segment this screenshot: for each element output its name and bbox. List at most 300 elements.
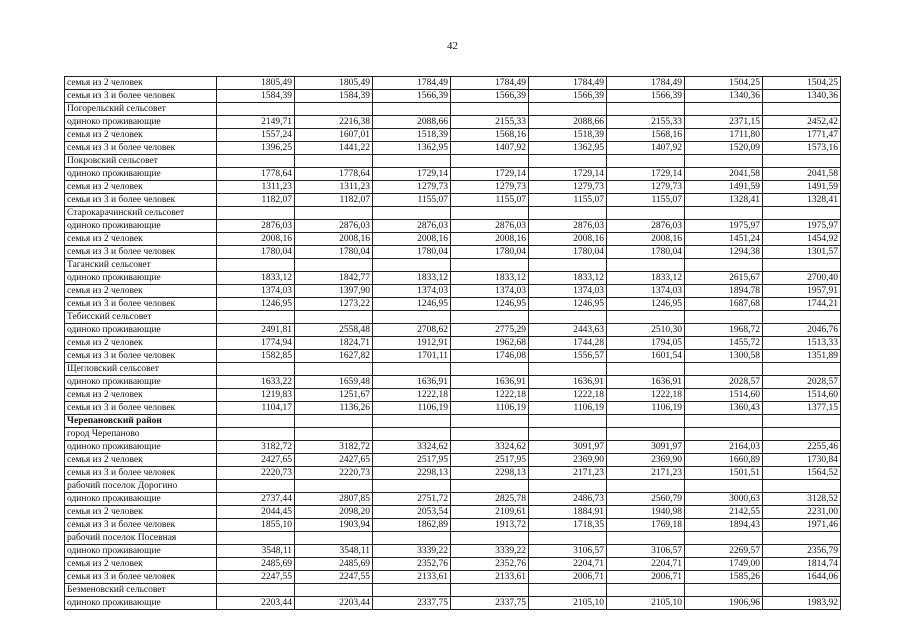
value-cell: 2171,23 bbox=[529, 467, 607, 480]
value-cell: 1566,39 bbox=[607, 90, 685, 103]
value-cell: 1246,95 bbox=[607, 298, 685, 311]
row-label: семья из 2 человек bbox=[65, 181, 217, 194]
empty-cell bbox=[217, 428, 295, 441]
value-cell: 1222,18 bbox=[451, 389, 529, 402]
value-cell: 2164,03 bbox=[685, 441, 763, 454]
value-cell: 2876,03 bbox=[529, 220, 607, 233]
table-row bbox=[65, 285, 841, 298]
row-label: одиноко проживающие bbox=[65, 116, 217, 129]
value-cell: 1780,04 bbox=[529, 246, 607, 259]
value-cell: 3339,22 bbox=[373, 545, 451, 558]
value-cell: 2220,73 bbox=[295, 467, 373, 480]
value-cell: 1106,19 bbox=[373, 402, 451, 415]
value-cell: 1251,67 bbox=[295, 389, 373, 402]
table-row bbox=[65, 519, 841, 532]
row-label: семья из 2 человек bbox=[65, 389, 217, 402]
table-row bbox=[65, 337, 841, 350]
value-cell: 1362,95 bbox=[373, 142, 451, 155]
value-cell: 2369,90 bbox=[607, 454, 685, 467]
value-cell: 2337,75 bbox=[451, 597, 529, 610]
value-cell: 1607,01 bbox=[295, 129, 373, 142]
value-cell: 2008,16 bbox=[451, 233, 529, 246]
empty-cell bbox=[529, 532, 607, 545]
value-cell: 2443,63 bbox=[529, 324, 607, 337]
row-label: семья из 3 и более человек bbox=[65, 90, 217, 103]
value-cell: 1744,28 bbox=[529, 337, 607, 350]
value-cell: 2203,44 bbox=[217, 597, 295, 610]
value-cell: 1246,95 bbox=[529, 298, 607, 311]
empty-cell bbox=[763, 480, 841, 493]
value-cell: 1842,77 bbox=[295, 272, 373, 285]
row-label: семья из 3 и более человек bbox=[65, 571, 217, 584]
value-cell: 1564,52 bbox=[763, 467, 841, 480]
empty-cell bbox=[451, 584, 529, 597]
empty-cell bbox=[529, 311, 607, 324]
value-cell: 2427,65 bbox=[295, 454, 373, 467]
value-cell: 2155,33 bbox=[451, 116, 529, 129]
empty-cell bbox=[217, 311, 295, 324]
section-header-row bbox=[65, 532, 841, 545]
value-cell: 2485,69 bbox=[217, 558, 295, 571]
value-cell: 2876,03 bbox=[217, 220, 295, 233]
value-cell: 1136,26 bbox=[295, 402, 373, 415]
table-body bbox=[65, 77, 841, 610]
value-cell: 2044,45 bbox=[217, 506, 295, 519]
value-cell: 1746,08 bbox=[451, 350, 529, 363]
value-cell: 1566,39 bbox=[373, 90, 451, 103]
section-title: Покровский сельсовет bbox=[65, 155, 217, 168]
empty-cell bbox=[607, 363, 685, 376]
value-cell: 1833,12 bbox=[529, 272, 607, 285]
empty-cell bbox=[451, 363, 529, 376]
value-cell: 1749,00 bbox=[685, 558, 763, 571]
section-title: Безменовский сельсовет bbox=[65, 584, 217, 597]
empty-cell bbox=[451, 155, 529, 168]
value-cell: 1711,80 bbox=[685, 129, 763, 142]
row-label: семья из 2 человек bbox=[65, 77, 217, 90]
table-row bbox=[65, 350, 841, 363]
empty-cell bbox=[763, 584, 841, 597]
value-cell: 1362,95 bbox=[529, 142, 607, 155]
value-cell: 3182,72 bbox=[217, 441, 295, 454]
value-cell: 1884,91 bbox=[529, 506, 607, 519]
table-row bbox=[65, 220, 841, 233]
empty-cell bbox=[607, 155, 685, 168]
value-cell: 1687,68 bbox=[685, 298, 763, 311]
empty-cell bbox=[373, 363, 451, 376]
table-row bbox=[65, 246, 841, 259]
value-cell: 1627,82 bbox=[295, 350, 373, 363]
value-cell: 1778,64 bbox=[217, 168, 295, 181]
value-cell: 2876,03 bbox=[607, 220, 685, 233]
table-row bbox=[65, 90, 841, 103]
value-cell: 1636,91 bbox=[451, 376, 529, 389]
value-cell: 1601,54 bbox=[607, 350, 685, 363]
value-cell: 1780,04 bbox=[217, 246, 295, 259]
empty-cell bbox=[685, 480, 763, 493]
value-cell: 1660,89 bbox=[685, 454, 763, 467]
region-header-row bbox=[65, 415, 841, 428]
empty-cell bbox=[295, 207, 373, 220]
table-row bbox=[65, 571, 841, 584]
empty-cell bbox=[451, 428, 529, 441]
value-cell: 1377,15 bbox=[763, 402, 841, 415]
value-cell: 1294,38 bbox=[685, 246, 763, 259]
value-cell: 2337,75 bbox=[373, 597, 451, 610]
empty-cell bbox=[295, 155, 373, 168]
value-cell: 1279,73 bbox=[529, 181, 607, 194]
table-row bbox=[65, 441, 841, 454]
empty-cell bbox=[685, 311, 763, 324]
value-cell: 2041,58 bbox=[685, 168, 763, 181]
section-title: Погорельский сельсовет bbox=[65, 103, 217, 116]
empty-cell bbox=[685, 259, 763, 272]
value-cell: 1940,98 bbox=[607, 506, 685, 519]
value-cell: 1557,24 bbox=[217, 129, 295, 142]
value-cell: 2737,44 bbox=[217, 493, 295, 506]
value-cell: 1568,16 bbox=[451, 129, 529, 142]
value-cell: 1659,48 bbox=[295, 376, 373, 389]
table-row bbox=[65, 389, 841, 402]
value-cell: 2517,95 bbox=[373, 454, 451, 467]
table-row bbox=[65, 454, 841, 467]
value-cell: 2876,03 bbox=[295, 220, 373, 233]
value-cell: 1222,18 bbox=[373, 389, 451, 402]
row-label: одиноко проживающие bbox=[65, 545, 217, 558]
value-cell: 1780,04 bbox=[373, 246, 451, 259]
value-cell: 1246,95 bbox=[217, 298, 295, 311]
value-cell: 1824,71 bbox=[295, 337, 373, 350]
empty-cell bbox=[373, 155, 451, 168]
value-cell: 2006,71 bbox=[529, 571, 607, 584]
value-cell: 2142,55 bbox=[685, 506, 763, 519]
table-row bbox=[65, 298, 841, 311]
value-cell: 1833,12 bbox=[217, 272, 295, 285]
value-cell: 3000,63 bbox=[685, 493, 763, 506]
value-cell: 1501,51 bbox=[685, 467, 763, 480]
section-title: рабочий поселок Посевная bbox=[65, 532, 217, 545]
empty-cell bbox=[451, 259, 529, 272]
value-cell: 1833,12 bbox=[607, 272, 685, 285]
empty-cell bbox=[685, 415, 763, 428]
empty-cell bbox=[763, 363, 841, 376]
value-cell: 2149,71 bbox=[217, 116, 295, 129]
value-cell: 1780,04 bbox=[295, 246, 373, 259]
value-cell: 1279,73 bbox=[373, 181, 451, 194]
empty-cell bbox=[373, 428, 451, 441]
value-cell: 1279,73 bbox=[607, 181, 685, 194]
value-cell: 1894,43 bbox=[685, 519, 763, 532]
value-cell: 1784,49 bbox=[451, 77, 529, 90]
value-cell: 1971,46 bbox=[763, 519, 841, 532]
table-row bbox=[65, 506, 841, 519]
empty-cell bbox=[763, 311, 841, 324]
value-cell: 1514,60 bbox=[763, 389, 841, 402]
value-cell: 2427,65 bbox=[217, 454, 295, 467]
empty-cell bbox=[217, 584, 295, 597]
value-cell: 1491,59 bbox=[763, 181, 841, 194]
value-cell: 2356,79 bbox=[763, 545, 841, 558]
value-cell: 2088,66 bbox=[529, 116, 607, 129]
value-cell: 1328,41 bbox=[763, 194, 841, 207]
value-cell: 1279,73 bbox=[451, 181, 529, 194]
section-title: Тебисский сельсовет bbox=[65, 311, 217, 324]
row-label: одиноко проживающие bbox=[65, 168, 217, 181]
table-row bbox=[65, 142, 841, 155]
value-cell: 2028,57 bbox=[763, 376, 841, 389]
value-cell: 1701,11 bbox=[373, 350, 451, 363]
row-label: одиноко проживающие bbox=[65, 324, 217, 337]
empty-cell bbox=[607, 311, 685, 324]
value-cell: 1513,33 bbox=[763, 337, 841, 350]
value-cell: 1454,92 bbox=[763, 233, 841, 246]
section-header-row bbox=[65, 363, 841, 376]
empty-cell bbox=[295, 428, 373, 441]
value-cell: 2876,03 bbox=[373, 220, 451, 233]
value-cell: 1566,39 bbox=[451, 90, 529, 103]
value-cell: 2046,76 bbox=[763, 324, 841, 337]
value-cell: 1729,14 bbox=[607, 168, 685, 181]
value-cell: 1862,89 bbox=[373, 519, 451, 532]
empty-cell bbox=[217, 415, 295, 428]
value-cell: 2298,13 bbox=[373, 467, 451, 480]
empty-cell bbox=[685, 155, 763, 168]
empty-cell bbox=[763, 532, 841, 545]
row-label: семья из 3 и более человек bbox=[65, 350, 217, 363]
value-cell: 1155,07 bbox=[451, 194, 529, 207]
value-cell: 2098,20 bbox=[295, 506, 373, 519]
value-cell: 2708,62 bbox=[373, 324, 451, 337]
value-cell: 2269,57 bbox=[685, 545, 763, 558]
section-title: Таганский сельсовет bbox=[65, 259, 217, 272]
empty-cell bbox=[451, 103, 529, 116]
value-cell: 2231,00 bbox=[763, 506, 841, 519]
value-cell: 2371,15 bbox=[685, 116, 763, 129]
value-cell: 1222,18 bbox=[529, 389, 607, 402]
value-cell: 1311,23 bbox=[217, 181, 295, 194]
value-cell: 1975,97 bbox=[685, 220, 763, 233]
empty-cell bbox=[607, 532, 685, 545]
value-cell: 1718,35 bbox=[529, 519, 607, 532]
empty-cell bbox=[529, 480, 607, 493]
value-cell: 1374,03 bbox=[217, 285, 295, 298]
value-cell: 1805,49 bbox=[217, 77, 295, 90]
empty-cell bbox=[217, 155, 295, 168]
section-header-row bbox=[65, 311, 841, 324]
section-header-row bbox=[65, 207, 841, 220]
value-cell: 1912,91 bbox=[373, 337, 451, 350]
section-header-row bbox=[65, 259, 841, 272]
value-cell: 1451,24 bbox=[685, 233, 763, 246]
value-cell: 2171,23 bbox=[607, 467, 685, 480]
value-cell: 2133,61 bbox=[451, 571, 529, 584]
empty-cell bbox=[451, 207, 529, 220]
empty-cell bbox=[685, 584, 763, 597]
value-cell: 1106,19 bbox=[451, 402, 529, 415]
empty-cell bbox=[217, 532, 295, 545]
value-cell: 1729,14 bbox=[451, 168, 529, 181]
value-cell: 3106,57 bbox=[607, 545, 685, 558]
value-cell: 2558,48 bbox=[295, 324, 373, 337]
value-cell: 1778,64 bbox=[295, 168, 373, 181]
value-cell: 1491,59 bbox=[685, 181, 763, 194]
row-label: одиноко проживающие bbox=[65, 272, 217, 285]
value-cell: 1833,12 bbox=[451, 272, 529, 285]
row-label: семья из 2 человек bbox=[65, 233, 217, 246]
value-cell: 2452,42 bbox=[763, 116, 841, 129]
empty-cell bbox=[451, 311, 529, 324]
value-cell: 1584,39 bbox=[295, 90, 373, 103]
empty-cell bbox=[763, 207, 841, 220]
value-cell: 2220,73 bbox=[217, 467, 295, 480]
value-cell: 3091,97 bbox=[607, 441, 685, 454]
value-cell: 2700,40 bbox=[763, 272, 841, 285]
row-label: одиноко проживающие bbox=[65, 220, 217, 233]
empty-cell bbox=[295, 415, 373, 428]
empty-cell bbox=[529, 363, 607, 376]
value-cell: 2517,95 bbox=[451, 454, 529, 467]
value-cell: 2053,54 bbox=[373, 506, 451, 519]
row-label: семья из 3 и более человек bbox=[65, 246, 217, 259]
value-cell: 1514,60 bbox=[685, 389, 763, 402]
value-cell: 1833,12 bbox=[373, 272, 451, 285]
value-cell: 1106,19 bbox=[529, 402, 607, 415]
row-label: одиноко проживающие bbox=[65, 597, 217, 610]
value-cell: 1784,49 bbox=[607, 77, 685, 90]
row-label: семья из 3 и более человек bbox=[65, 194, 217, 207]
section-title: Старокарачинский сельсовет bbox=[65, 207, 217, 220]
table-row bbox=[65, 324, 841, 337]
value-cell: 1374,03 bbox=[373, 285, 451, 298]
empty-cell bbox=[373, 207, 451, 220]
value-cell: 1730,84 bbox=[763, 454, 841, 467]
section-header-row bbox=[65, 155, 841, 168]
table-row bbox=[65, 168, 841, 181]
row-label: семья из 2 человек bbox=[65, 558, 217, 571]
empty-cell bbox=[373, 311, 451, 324]
row-label: семья из 3 и более человек bbox=[65, 519, 217, 532]
value-cell: 1633,22 bbox=[217, 376, 295, 389]
empty-cell bbox=[529, 103, 607, 116]
empty-cell bbox=[529, 415, 607, 428]
value-cell: 2008,16 bbox=[607, 233, 685, 246]
value-cell: 1340,36 bbox=[685, 90, 763, 103]
value-cell: 2751,72 bbox=[373, 493, 451, 506]
section-header-row bbox=[65, 584, 841, 597]
value-cell: 1582,85 bbox=[217, 350, 295, 363]
value-cell: 1397,90 bbox=[295, 285, 373, 298]
value-cell: 1855,10 bbox=[217, 519, 295, 532]
value-cell: 2298,13 bbox=[451, 467, 529, 480]
value-cell: 1504,25 bbox=[763, 77, 841, 90]
value-cell: 1155,07 bbox=[373, 194, 451, 207]
value-cell: 1769,18 bbox=[607, 519, 685, 532]
value-cell: 1246,95 bbox=[373, 298, 451, 311]
value-cell: 1396,25 bbox=[217, 142, 295, 155]
value-cell: 3339,22 bbox=[451, 545, 529, 558]
value-cell: 1311,23 bbox=[295, 181, 373, 194]
value-cell: 1340,36 bbox=[763, 90, 841, 103]
empty-cell bbox=[373, 103, 451, 116]
table-row bbox=[65, 181, 841, 194]
value-cell: 1903,94 bbox=[295, 519, 373, 532]
value-cell: 1301,57 bbox=[763, 246, 841, 259]
value-cell: 1744,21 bbox=[763, 298, 841, 311]
table-row bbox=[65, 493, 841, 506]
row-label: семья из 2 человек bbox=[65, 285, 217, 298]
empty-cell bbox=[451, 532, 529, 545]
value-cell: 1784,49 bbox=[373, 77, 451, 90]
value-cell: 2204,71 bbox=[607, 558, 685, 571]
value-cell: 2247,55 bbox=[217, 571, 295, 584]
value-cell: 2491,81 bbox=[217, 324, 295, 337]
value-cell: 1780,04 bbox=[451, 246, 529, 259]
table-row bbox=[65, 467, 841, 480]
empty-cell bbox=[529, 207, 607, 220]
value-cell: 3548,11 bbox=[295, 545, 373, 558]
value-cell: 1780,04 bbox=[607, 246, 685, 259]
value-cell: 2028,57 bbox=[685, 376, 763, 389]
value-cell: 1975,97 bbox=[763, 220, 841, 233]
value-cell: 1983,92 bbox=[763, 597, 841, 610]
value-cell: 3128,52 bbox=[763, 493, 841, 506]
row-label: семья из 2 человек bbox=[65, 129, 217, 142]
value-cell: 2352,76 bbox=[373, 558, 451, 571]
empty-cell bbox=[217, 259, 295, 272]
value-cell: 1805,49 bbox=[295, 77, 373, 90]
empty-cell bbox=[763, 415, 841, 428]
value-cell: 2775,29 bbox=[451, 324, 529, 337]
value-cell: 2807,85 bbox=[295, 493, 373, 506]
value-cell: 2155,33 bbox=[607, 116, 685, 129]
empty-cell bbox=[607, 584, 685, 597]
value-cell: 1351,89 bbox=[763, 350, 841, 363]
section-header-row bbox=[65, 428, 841, 441]
value-cell: 1504,25 bbox=[685, 77, 763, 90]
row-label: семья из 2 человек bbox=[65, 337, 217, 350]
empty-cell bbox=[529, 259, 607, 272]
value-cell: 1913,72 bbox=[451, 519, 529, 532]
value-cell: 1328,41 bbox=[685, 194, 763, 207]
value-cell: 2105,10 bbox=[529, 597, 607, 610]
section-title: город Черепаново bbox=[65, 428, 217, 441]
value-cell: 1455,72 bbox=[685, 337, 763, 350]
value-cell: 2008,16 bbox=[373, 233, 451, 246]
value-cell: 1520,09 bbox=[685, 142, 763, 155]
value-cell: 1273,22 bbox=[295, 298, 373, 311]
value-cell: 1636,91 bbox=[529, 376, 607, 389]
value-cell: 2008,16 bbox=[295, 233, 373, 246]
value-cell: 1573,16 bbox=[763, 142, 841, 155]
value-cell: 1962,68 bbox=[451, 337, 529, 350]
empty-cell bbox=[373, 259, 451, 272]
empty-cell bbox=[373, 584, 451, 597]
value-cell: 1219,83 bbox=[217, 389, 295, 402]
row-label: одиноко проживающие bbox=[65, 493, 217, 506]
value-cell: 1518,39 bbox=[529, 129, 607, 142]
value-cell: 1104,17 bbox=[217, 402, 295, 415]
value-cell: 1182,07 bbox=[295, 194, 373, 207]
value-cell: 1906,96 bbox=[685, 597, 763, 610]
value-cell: 2041,58 bbox=[763, 168, 841, 181]
value-cell: 2109,61 bbox=[451, 506, 529, 519]
value-cell: 2008,16 bbox=[217, 233, 295, 246]
value-cell: 2133,61 bbox=[373, 571, 451, 584]
empty-cell bbox=[685, 103, 763, 116]
section-title: рабочий поселок Дорогино bbox=[65, 480, 217, 493]
value-cell: 1374,03 bbox=[607, 285, 685, 298]
empty-cell bbox=[763, 103, 841, 116]
